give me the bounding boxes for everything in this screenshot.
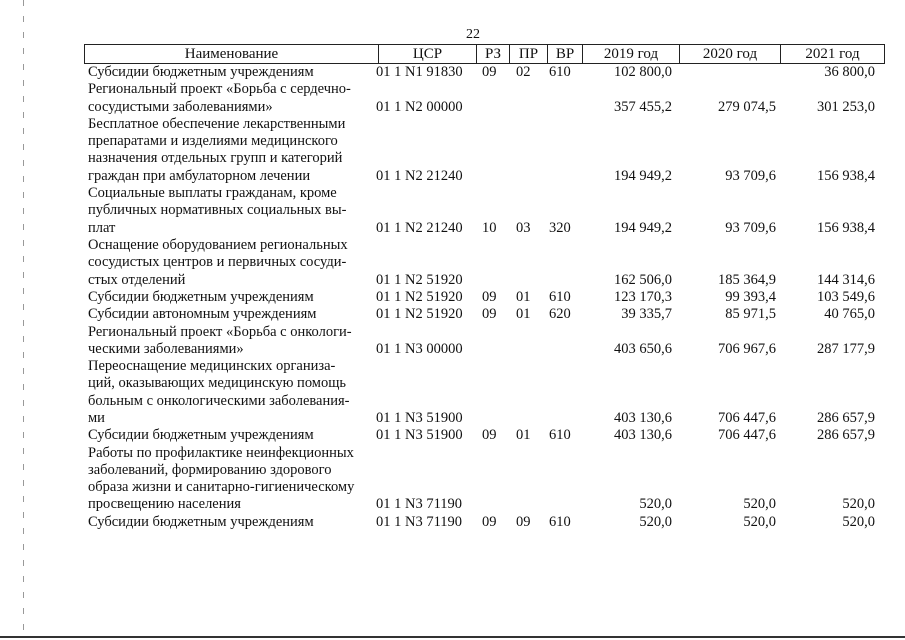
row-v2019: 403 650,6 (614, 340, 672, 357)
row-csr: 01 1 N2 51920 (376, 306, 463, 323)
header-2020: 2020 год (680, 45, 781, 63)
row-v2019: 194 949,2 (614, 219, 672, 236)
row-rz: 09 (482, 427, 497, 444)
row-v2020: 520,0 (743, 513, 776, 530)
row-name-line: ми (88, 409, 105, 426)
row-name-line: Субсидии бюджетным учреждениям (88, 427, 314, 444)
row-v2020: 706 967,6 (718, 340, 776, 357)
row-name (88, 185, 378, 237)
scan-bottom-edge (0, 636, 905, 638)
table-row (0, 81, 905, 116)
row-pr: 01 (516, 306, 531, 323)
row-name (88, 514, 378, 531)
table-row (0, 358, 905, 427)
table-row (0, 185, 905, 237)
row-name-line: Оснащение оборудованием региональных (88, 237, 348, 253)
row-pr: 09 (516, 513, 531, 530)
row-name-line: ций, оказывающих медицинскую помощь (88, 375, 346, 392)
row-v2020: 185 364,9 (718, 271, 776, 288)
row-pr: 03 (516, 219, 531, 236)
table-row (0, 445, 905, 514)
row-name-line: Переоснащение медицинских организа- (88, 358, 336, 375)
header-2019: 2019 год (583, 45, 680, 63)
row-name-line: больным с онкологическими заболевания- (88, 392, 350, 409)
row-name (88, 289, 378, 306)
row-rz: 09 (482, 513, 497, 530)
row-name-line: стых отделений (88, 271, 186, 288)
row-vr: 320 (549, 219, 571, 236)
row-csr: 01 1 N3 51900 (376, 409, 463, 426)
row-csr: 01 1 N2 51920 (376, 271, 463, 288)
row-csr: 01 1 N2 21240 (376, 167, 463, 184)
row-csr: 01 1 N2 21240 (376, 219, 463, 236)
row-pr: 02 (516, 64, 531, 80)
row-rz: 09 (482, 288, 497, 305)
header-pr: ПР (510, 45, 548, 63)
row-name-line: препаратами и изделиями медицинского (88, 133, 338, 150)
row-name (88, 237, 378, 289)
row-vr: 610 (549, 288, 571, 305)
row-csr: 01 1 N3 00000 (376, 340, 463, 357)
row-v2021: 287 177,9 (817, 340, 875, 357)
table-row (0, 306, 905, 323)
page-number: 22 (466, 27, 480, 42)
row-v2021: 103 549,6 (817, 288, 875, 305)
row-vr: 610 (549, 513, 571, 530)
row-name-line: Социальные выплаты гражданам, кроме (88, 185, 337, 202)
row-name (88, 427, 378, 444)
row-name-line: Субсидии бюджетным учреждениям (88, 64, 314, 80)
row-v2019: 123 170,3 (614, 288, 672, 305)
row-csr: 01 1 N3 51900 (376, 427, 463, 444)
row-name-line: Субсидии автономным учреждениям (88, 306, 317, 323)
header-csr: ЦСР (379, 45, 477, 63)
row-v2019: 403 130,6 (614, 427, 672, 444)
row-v2021: 156 938,4 (817, 219, 875, 236)
row-name (88, 306, 378, 323)
row-rz: 10 (482, 219, 497, 236)
row-v2020: 706 447,6 (718, 427, 776, 444)
row-v2021: 36 800,0 (824, 64, 875, 80)
row-v2020: 520,0 (743, 496, 776, 513)
row-v2019: 102 800,0 (614, 64, 672, 80)
row-v2019: 520,0 (639, 513, 672, 530)
table-row (0, 237, 905, 289)
row-v2020: 93 709,6 (725, 167, 776, 184)
row-name-line: Субсидии бюджетным учреждениям (88, 288, 314, 305)
row-v2020: 85 971,5 (725, 306, 776, 323)
row-name-line: Работы по профилактике неинфекционных (88, 444, 354, 461)
row-name-line: Бесплатное обеспечение лекарственными (88, 115, 346, 132)
row-v2021: 144 314,6 (817, 271, 875, 288)
row-pr: 01 (516, 288, 531, 305)
row-v2021: 301 253,0 (817, 98, 875, 115)
row-name-line: граждан при амбулаторном лечении (88, 167, 311, 184)
row-name-line: просвещению населения (88, 496, 241, 513)
row-name (88, 445, 378, 514)
row-v2019: 194 949,2 (614, 167, 672, 184)
row-v2021: 520,0 (842, 513, 875, 530)
row-name-line: сосудистых центров и первичных сосуди- (88, 254, 347, 271)
row-name (88, 81, 378, 116)
row-name-line: публичных нормативных социальных вы- (88, 202, 347, 219)
row-v2021: 520,0 (842, 496, 875, 513)
row-name (88, 64, 378, 81)
row-name-line: ческими заболеваниями» (88, 340, 244, 357)
row-v2020: 93 709,6 (725, 219, 776, 236)
row-vr: 620 (549, 306, 571, 323)
row-pr: 01 (516, 427, 531, 444)
table-row (0, 116, 905, 185)
row-v2019: 403 130,6 (614, 409, 672, 426)
row-name-line: заболеваний, формированию здорового (88, 461, 332, 478)
row-vr: 610 (549, 427, 571, 444)
table-row (0, 64, 905, 81)
row-name-line: Региональный проект «Борьба с сердечно- (88, 81, 351, 98)
row-vr: 610 (549, 64, 571, 80)
row-csr: 01 1 N1 91830 (376, 64, 463, 80)
row-csr: 01 1 N3 71190 (376, 496, 463, 513)
header-name: Наименование (85, 45, 379, 63)
row-v2021: 286 657,9 (817, 409, 875, 426)
row-v2019: 520,0 (639, 496, 672, 513)
row-v2020: 279 074,5 (718, 98, 776, 115)
row-name (88, 358, 378, 427)
table-row (0, 324, 905, 359)
row-name (88, 116, 378, 185)
row-v2020: 99 393,4 (725, 288, 776, 305)
row-v2021: 40 765,0 (824, 306, 875, 323)
row-v2021: 286 657,9 (817, 427, 875, 444)
row-csr: 01 1 N3 71190 (376, 513, 463, 530)
row-csr: 01 1 N2 51920 (376, 288, 463, 305)
header-rz: РЗ (477, 45, 510, 63)
row-v2019: 39 335,7 (621, 306, 672, 323)
row-csr: 01 1 N2 00000 (376, 98, 463, 115)
table-row (0, 514, 905, 531)
row-name-line: Субсидии бюджетным учреждениям (88, 513, 314, 530)
row-name-line: образа жизни и санитарно-гигиеническому (88, 479, 355, 496)
row-rz: 09 (482, 64, 497, 80)
row-name-line: плат (88, 219, 116, 236)
table-header (84, 44, 885, 64)
row-rz: 09 (482, 306, 497, 323)
table-row (0, 289, 905, 306)
row-name (88, 324, 378, 359)
header-2021: 2021 год (805, 46, 860, 62)
row-name-line: назначения отдельных групп и категорий (88, 150, 343, 167)
row-name-line: сосудистыми заболеваниями» (88, 98, 273, 115)
header-vr: ВР (548, 45, 583, 63)
row-v2019: 162 506,0 (614, 271, 672, 288)
row-name-line: Региональный проект «Борьба с онкологи- (88, 323, 352, 340)
row-v2021: 156 938,4 (817, 167, 875, 184)
row-v2019: 357 455,2 (614, 98, 672, 115)
row-v2020: 706 447,6 (718, 409, 776, 426)
table-row (0, 427, 905, 444)
